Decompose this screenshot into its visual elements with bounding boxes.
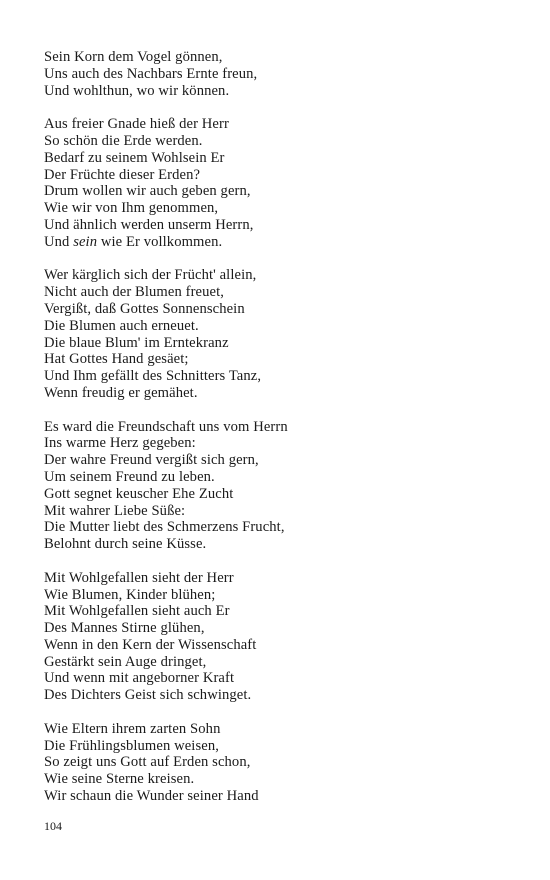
poem-line: Belohnt durch seine Küsse.: [44, 536, 207, 553]
stanza-6: [44, 721, 514, 805]
poem-line: Wer kärglich sich der Frücht' allein,: [44, 267, 257, 284]
italic-line-after: wie Er vollkommen.: [97, 233, 223, 250]
poem-line: Mit wahrer Liebe Süße:: [44, 502, 186, 519]
poem-line: Drum wollen wir auch geben gern,: [44, 183, 251, 200]
poem-line: Der Früchte dieser Erden?: [44, 166, 201, 183]
poem-line: Wenn freudig er gemähet.: [44, 384, 198, 401]
poem-line: Uns auch des Nachbars Ernte freun,: [44, 65, 258, 82]
stanza-1: [44, 49, 514, 99]
stanza-2: [44, 116, 514, 250]
poem-line: Gott segnet keuscher Ehe Zucht: [44, 485, 234, 502]
poem-line: Des Mannes Stirne glühen,: [44, 620, 205, 637]
poem-line: Und wohlthun, wo wir können.: [44, 82, 230, 99]
poem-line: Gestärkt sein Auge dringet,: [44, 653, 207, 670]
poem-line: Wie seine Sterne kreisen.: [44, 771, 195, 788]
poem-line: Und Ihm gefällt des Schnitters Tanz,: [44, 368, 262, 385]
poem-line: Wenn in den Kern der Wissenschaft: [44, 636, 257, 653]
poem-line: Aus freier Gnade hieß der Herr: [44, 116, 229, 133]
poem-line: Vergißt, daß Gottes Sonnenschein: [44, 300, 245, 317]
poem-body: [44, 49, 514, 822]
poem-line: Bedarf zu seinem Wohlsein Er: [44, 149, 225, 166]
poem-line-italic: [44, 234, 514, 251]
poem-line: Die Blumen auch erneuet.: [44, 317, 199, 334]
stanza-4: [44, 419, 514, 553]
poem-line: Und wenn mit angeborner Kraft: [44, 670, 235, 687]
poem-line: Und ähnlich werden unserm Herrn,: [44, 216, 254, 233]
poem-line: Sein Korn dem Vogel gönnen,: [44, 49, 223, 65]
stanza-5: [44, 570, 514, 704]
poem-line: Wie wir von Ihm genommen,: [44, 200, 219, 217]
poem-line: Mit Wohlgefallen sieht auch Er: [44, 603, 230, 620]
poem-line: Die Frühlingsblumen weisen,: [44, 737, 219, 754]
poem-line: Der wahre Freund vergißt sich gern,: [44, 452, 259, 469]
poem-line: Hat Gottes Hand gesäet;: [44, 351, 189, 368]
poem-line: So schön die Erde werden.: [44, 132, 203, 149]
poem-line: So zeigt uns Gott auf Erden schon,: [44, 754, 251, 771]
poem-line: Wie Blumen, Kinder blühen;: [44, 586, 216, 603]
poem-line: Des Dichters Geist sich schwinget.: [44, 687, 252, 704]
poem-line: Die blaue Blum' im Erntekranz: [44, 334, 229, 351]
stanza-3: [44, 267, 514, 401]
poem-line: Mit Wohlgefallen sieht der Herr: [44, 569, 234, 586]
poem-line: Wie Eltern ihrem zarten Sohn: [44, 720, 221, 737]
poem-line: Die Mutter liebt des Schmerzens Frucht,: [44, 519, 285, 536]
poem-line: Es ward die Freundschaft uns vom Herrn: [44, 418, 288, 435]
poem-line: Wir schaun die Wunder seiner Hand: [44, 788, 259, 805]
italic-emphasis: sein: [73, 233, 98, 250]
poem-line: Ins warme Herz gegeben:: [44, 435, 196, 452]
page-number: 104: [44, 819, 62, 833]
poem-line: Um seinem Freund zu leben.: [44, 468, 215, 485]
italic-line-before: Und: [44, 233, 74, 250]
poem-line: Nicht auch der Blumen freuet,: [44, 284, 224, 301]
